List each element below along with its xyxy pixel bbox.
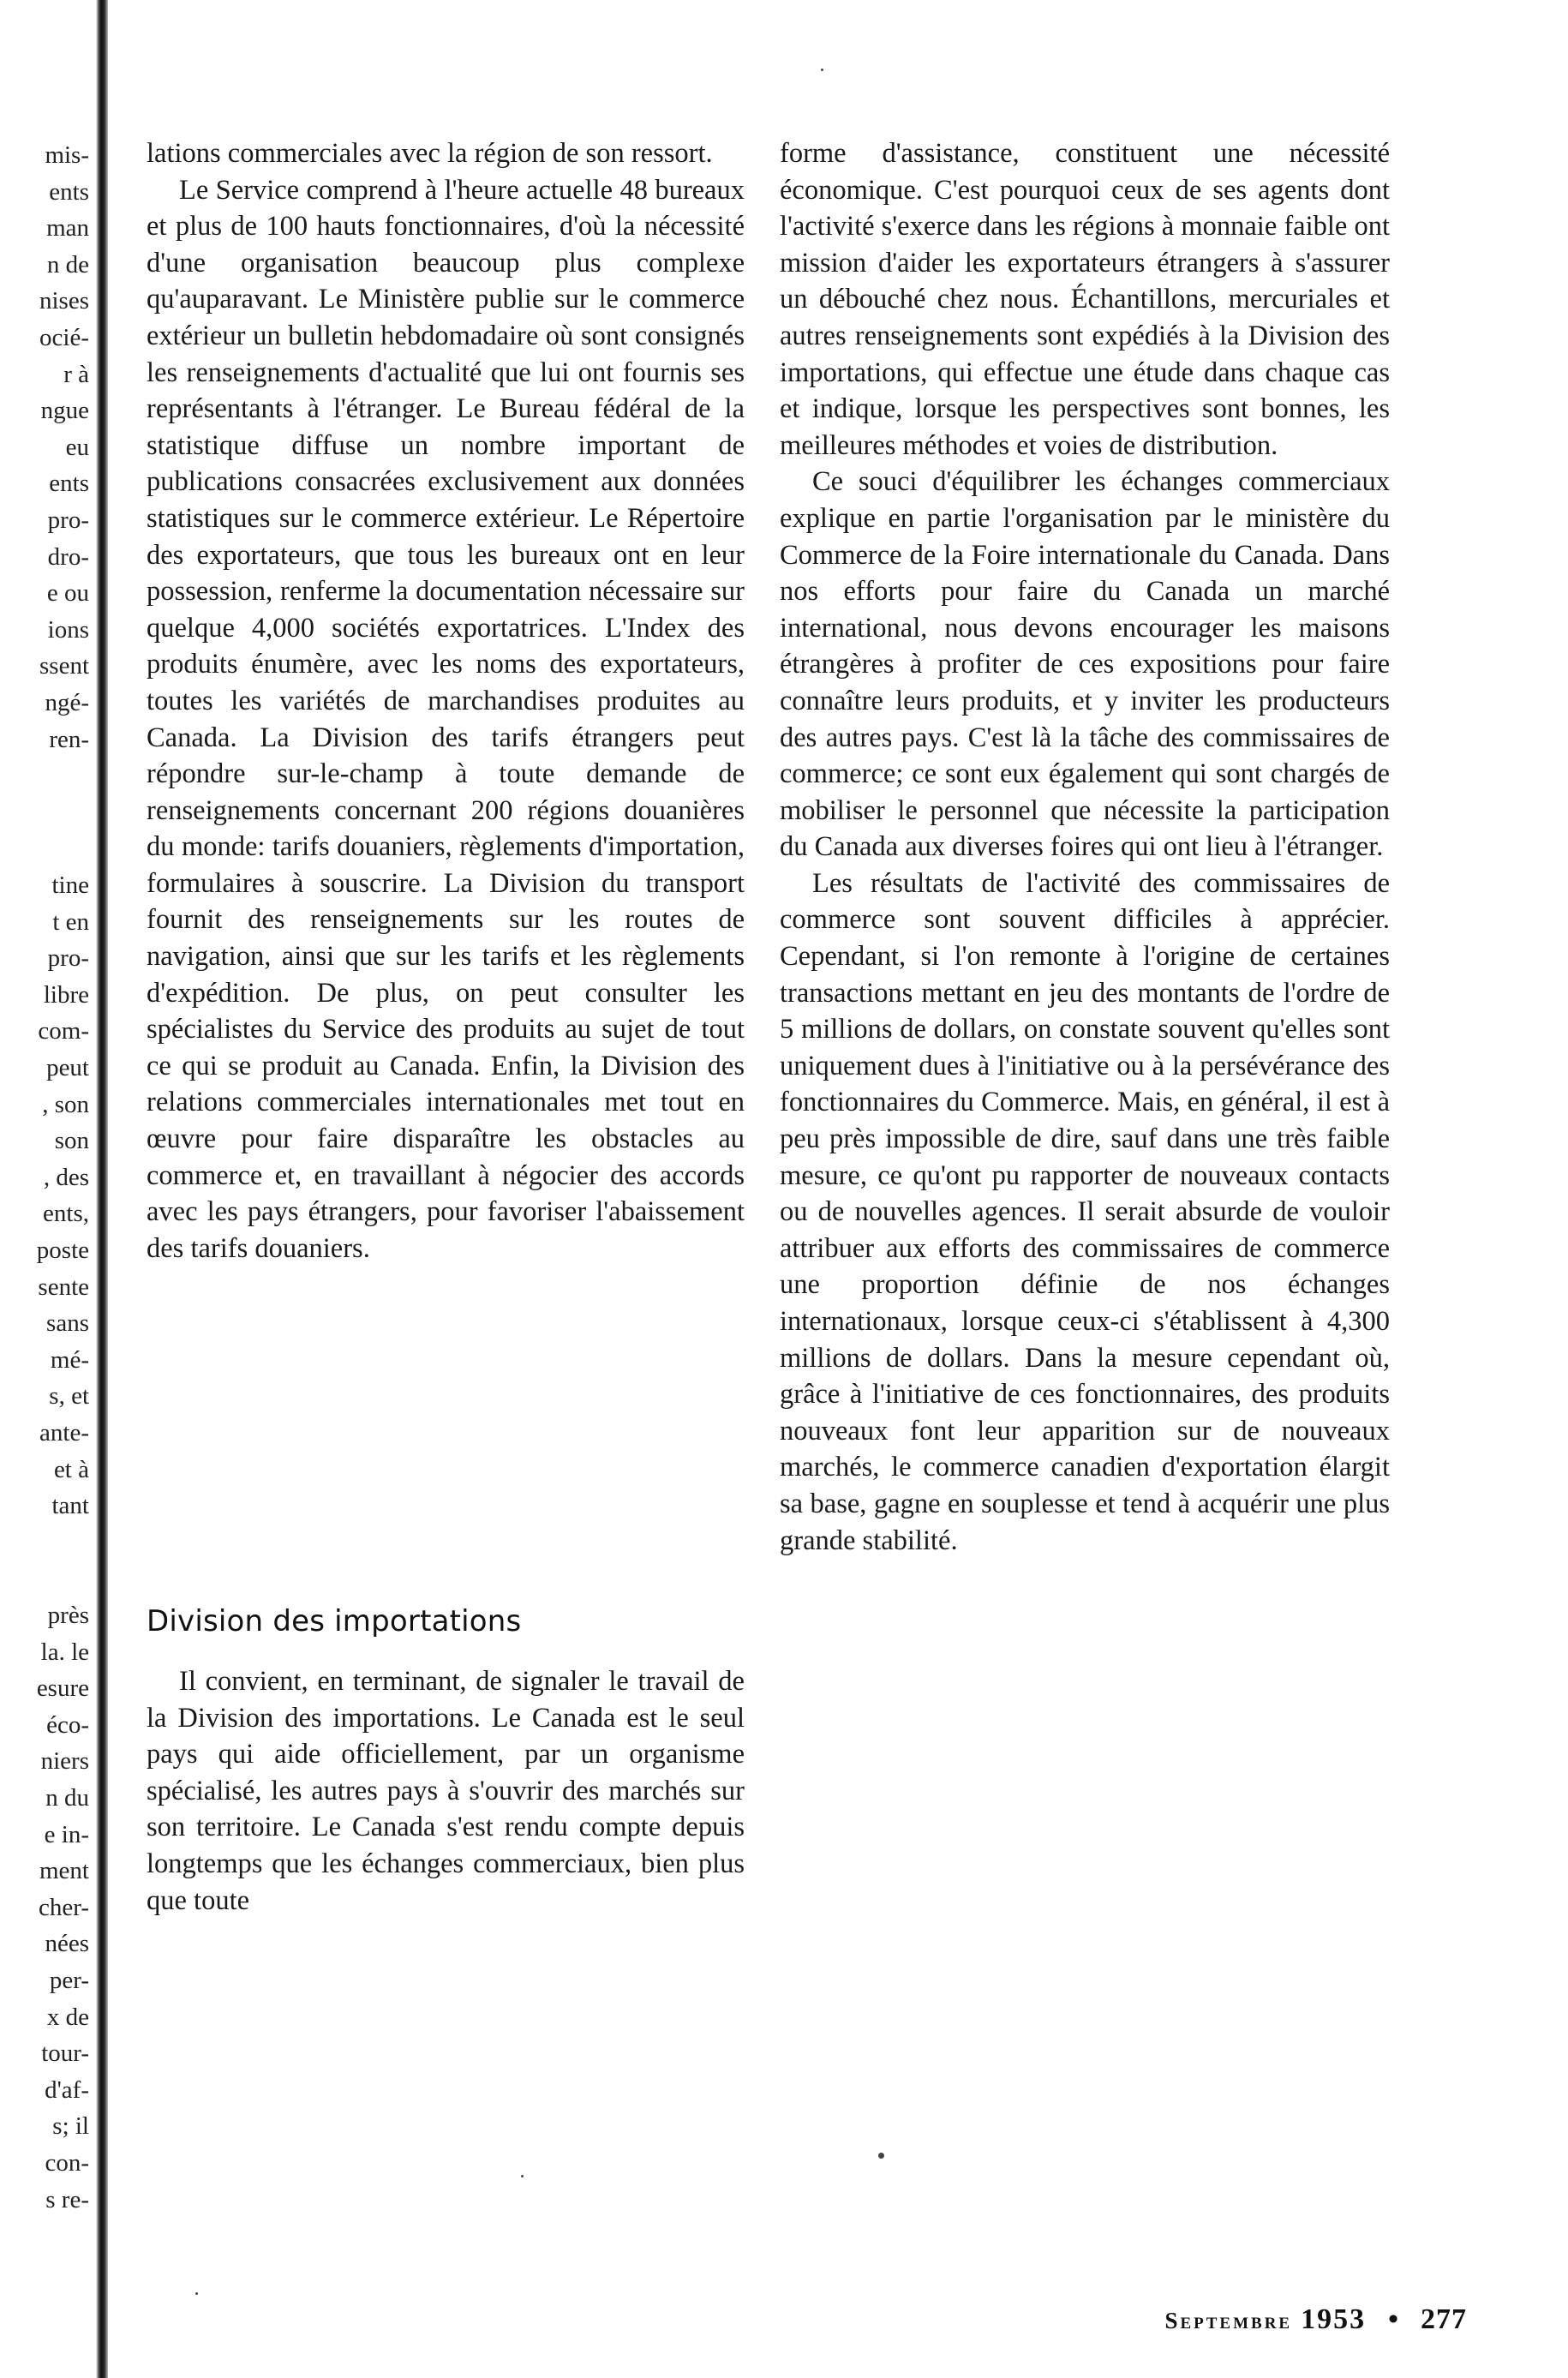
section-heading: Division des importations bbox=[147, 1604, 522, 1638]
paragraph: Les résultats de l'activité des commissaires de commerce sont souvent difficiles à apprécier. Cependant, si l'on remonte à l'origine de certaines transactions mettant en jeu des montants de l'ordre de 5 millions de dollars, on constate souvent qu'elles sont uniquement dues à l'initiative ou à la persévérance des fonctionnaires du Commerce. Mais, en général, il est à peu près impossible de dire, sauf dans une très faible mesure, ce qu'ont pu rapporter de nouveaux contacts ou de nouvelles agences. Il serait absurde de vouloir attribuer aux efforts des commissaires de commerce une proportion définie de nos échanges internationaux, lorsque ceux-ci s'établissent à 4,300 millions de dollars. Dans la mesure cependant où, grâce à l'initiative de ces fonctionnaires, des produits nouveaux font leur apparition sur de nouveaux marchés, le commerce canadien d'exportation élargit sa base, gagne en souplesse et tend à acquérir une plus grande stabilité. bbox=[780, 867, 1390, 1556]
previous-page-fragment: ren- bbox=[49, 725, 89, 753]
previous-page-fragment: niers bbox=[40, 1747, 89, 1776]
previous-page-fragment: e in- bbox=[44, 1820, 89, 1848]
previous-page-fragment: tine bbox=[51, 872, 89, 899]
previous-page-fragment: dro- bbox=[47, 542, 89, 571]
previous-page-fragment: ions bbox=[47, 615, 89, 644]
previous-page-fragment: com- bbox=[38, 1017, 89, 1045]
previous-page-fragment: r à bbox=[63, 360, 89, 388]
left-column-section bbox=[147, 1663, 745, 1919]
scan-speck bbox=[195, 2292, 198, 2295]
previous-page-fragment: x de bbox=[46, 2003, 89, 2031]
previous-page-fragment: ante- bbox=[39, 1419, 89, 1447]
previous-page-fragment: pro- bbox=[47, 506, 89, 534]
previous-page-fragment: eu bbox=[65, 433, 89, 461]
page-binding-shadow bbox=[96, 0, 108, 2378]
previous-page-fragment: , des bbox=[43, 1163, 89, 1191]
previous-page-fragment: ngue bbox=[40, 397, 89, 425]
page-number: 277 bbox=[1421, 2303, 1467, 2335]
previous-page-fragment: ents, bbox=[43, 1200, 89, 1228]
footer-separator: • bbox=[1388, 2303, 1398, 2335]
previous-page-fragment: s, et bbox=[49, 1382, 89, 1411]
previous-page-fragment: cher- bbox=[39, 1893, 89, 1921]
previous-page-fragment: s re- bbox=[45, 2185, 89, 2213]
previous-page-fragment: man bbox=[46, 214, 89, 243]
previous-page-fragment: d'af- bbox=[45, 2076, 89, 2104]
footer-month: Septembre bbox=[1164, 2308, 1293, 2333]
previous-page-fragment: e ou bbox=[46, 579, 89, 608]
previous-page-fragment: , son bbox=[42, 1090, 89, 1118]
previous-page-fragment: ment bbox=[39, 1857, 89, 1885]
previous-page-margin bbox=[0, 129, 93, 2271]
previous-page-fragment: poste bbox=[36, 1237, 89, 1264]
previous-page-fragment: ngé- bbox=[45, 689, 89, 716]
footer-year: 1953 bbox=[1301, 2303, 1367, 2335]
left-column bbox=[147, 135, 745, 1267]
previous-page-fragment: n du bbox=[45, 1784, 89, 1812]
previous-page-fragment: tour- bbox=[41, 2040, 89, 2068]
previous-page-fragment: éco- bbox=[46, 1710, 89, 1739]
page-footer bbox=[1164, 2303, 1467, 2336]
previous-page-fragment: con- bbox=[45, 2149, 89, 2177]
previous-page-fragment: t en bbox=[52, 907, 89, 936]
previous-page-fragment: per- bbox=[49, 1967, 89, 1994]
previous-page-fragment: ssent bbox=[39, 652, 89, 680]
previous-page-fragment: ocié- bbox=[39, 324, 89, 351]
previous-page-fragment: ents bbox=[49, 177, 89, 206]
right-column bbox=[780, 135, 1390, 1559]
previous-page-fragment: tant bbox=[51, 1492, 89, 1520]
previous-page-fragment: mis- bbox=[45, 141, 89, 169]
previous-page-fragment: libre bbox=[43, 980, 89, 1009]
previous-page-fragment: n de bbox=[46, 250, 89, 279]
previous-page-fragment: peut bbox=[46, 1054, 89, 1081]
previous-page-fragment: et à bbox=[53, 1455, 89, 1483]
previous-page-fragment: sente bbox=[38, 1273, 89, 1301]
scan-speck bbox=[878, 2153, 884, 2159]
paragraph: Ce souci d'équilibrer les échanges commerciaux explique en partie l'organisation par le ministère du Commerce de la Foire internationale du Canada. Dans nos efforts pour faire du Canada un marché international, nous devons encourager les maisons étrangères à profiter de ces expositions pour faire connaître leurs produits, et y inviter les producteurs des autres pays. C'est là la tâche des commissaires de commerce; ce sont eux également qui sont chargés de mobiliser le personnel que nécessite la participation du Canada aux diverses foires qui ont lieu à l'étranger. bbox=[780, 466, 1390, 863]
previous-page-fragment: pro- bbox=[47, 944, 89, 973]
paragraph: Le Service comprend à l'heure actuelle 48 bureaux et plus de 100 hauts fonctionnaires, d'où la nécessité d'une organisation beaucoup plus complexe qu'auparavant. Le Ministère publie sur le commerce extérieur un bulletin hebdomadaire où sont consignés les renseignements d'actualité que lui ont fournis ses représentants à l'étranger. Le Bureau fédéral de la statistique diffuse un nombre important de publications consacrées exclusivement aux données statistiques sur le commerce extérieur. Le Répertoire des exportateurs, que tous les bureaux ont en leur possession, renferme la documentation nécessaire sur quelque 4,000 sociétés exportatrices. L'Index des produits énumère, avec les noms des exportateurs, toutes les variétés de marchandises produites au Canada. La Division des tarifs étrangers peut répondre sur-le-champ à toute demande de renseignements concernant 200 régions douanières du monde: tarifs douaniers, règlements d'importation, formulaires à souscrire. La Division du transport fournit des renseignements sur les routes de navigation, ainsi que sur les tarifs et les règlements d'expédition. De plus, on peut consulter les spécialistes du Service des produits au sujet de tout ce qui se produit au Canada. Enfin, la Division des relations commerciales internationales met tout en œuvre pour faire disparaître les obstacles au commerce et, en travaillant à négocier des accords avec les pays étrangers, pour favoriser l'abaissement des tarifs douaniers. bbox=[147, 174, 745, 1264]
previous-page-fragment: mé- bbox=[50, 1345, 89, 1374]
previous-page-fragment: s; il bbox=[52, 2112, 89, 2141]
paragraph: Il convient, en terminant, de signaler le travail de la Division des importations. Le Canada est le seul pays qui aide officiellement, par un organisme spécialisé, les autres pays à s'ouvrir des marchés sur son territoire. Le Canada s'est rendu compte depuis longtemps que les échanges commerciaux, bien plus que toute bbox=[147, 1666, 745, 1916]
previous-page-fragment: la. le bbox=[40, 1638, 89, 1666]
paragraph: forme d'assistance, constituent une nécessité économique. C'est pourquoi ceux de ses agents dont l'activité s'exerce dans les régions à monnaie faible ont mission d'aider les exportateurs étrangers à s'assurer un débouché chez nous. Échantillons, mercuriales et autres renseignements sont expédiés à la Division des importations, qui effectue une étude dans chaque cas et indique, lorsque les perspectives sont bonnes, les meilleures méthodes et voies de distribution. bbox=[780, 138, 1391, 461]
scan-speck bbox=[821, 69, 823, 71]
previous-page-fragment: près bbox=[47, 1602, 89, 1629]
previous-page-fragment: nées bbox=[45, 1930, 89, 1958]
previous-page-fragment: ents bbox=[49, 470, 89, 498]
previous-page-fragment: son bbox=[54, 1127, 89, 1155]
previous-page-fragment: nises bbox=[39, 287, 89, 315]
paragraph: lations commerciales avec la région de son ressort. bbox=[147, 138, 713, 169]
previous-page-fragment: esure bbox=[36, 1674, 89, 1703]
previous-page-fragment: sans bbox=[46, 1309, 89, 1338]
scan-speck bbox=[521, 2175, 524, 2177]
